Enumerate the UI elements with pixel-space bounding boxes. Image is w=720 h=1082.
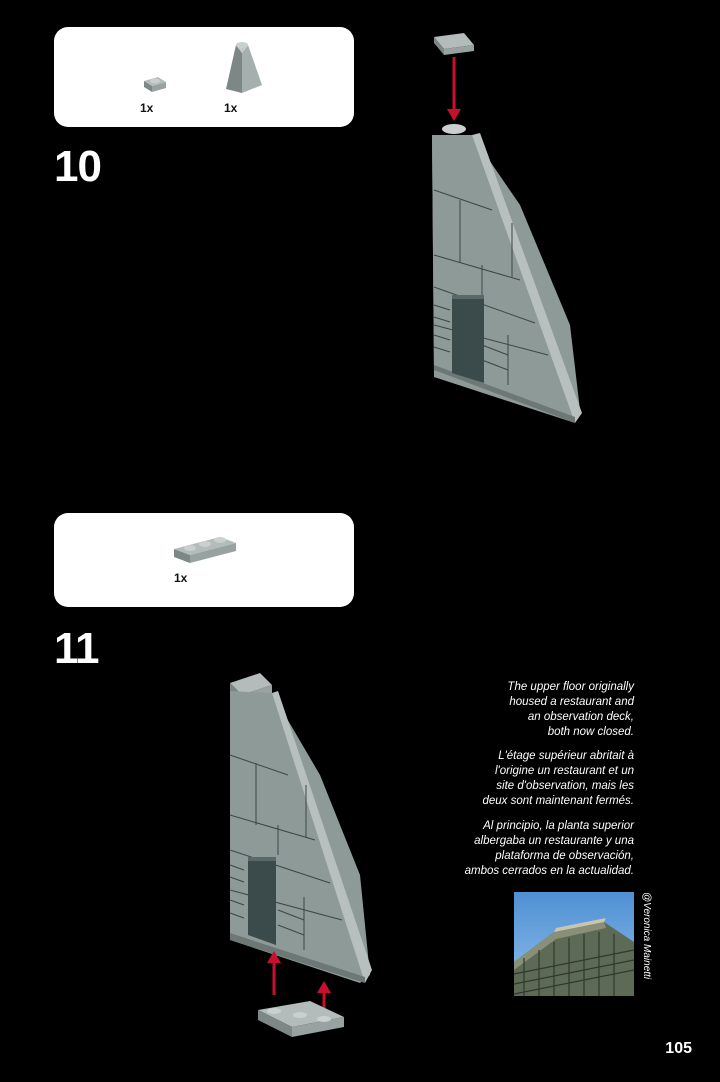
plate-1x1-icon	[140, 73, 170, 99]
note-french: L'étage supérieur abritait à l'origine un restaurant et un site d'observation, mais les deux sont maintenant fermés.	[482, 750, 634, 807]
step11-parts-box	[54, 513, 354, 607]
photo-credit	[640, 892, 654, 996]
slope-brick-icon	[218, 37, 268, 97]
photo-credit-text: @Veronica Mainetti	[641, 892, 652, 980]
note-english: The upper floor originally housed a restaurant and an observation deck, both now closed.	[507, 681, 634, 738]
step11-model-illustration	[220, 665, 390, 1050]
step10-part2-qty: 1x	[224, 101, 238, 115]
step-number: 10	[54, 142, 101, 191]
step10-part1-qty: 1x	[140, 101, 154, 115]
flatiron-building-photo	[514, 892, 634, 996]
plate-1x3-icon	[170, 531, 240, 571]
step11-part1-qty: 1x	[174, 571, 188, 585]
page-number: 105	[665, 1040, 692, 1057]
step10-parts-box	[54, 27, 354, 127]
step10-model-illustration	[420, 25, 600, 435]
step-number: 11	[54, 624, 99, 673]
note-spanish: Al principio, la planta superior albergaba un restaurante y una plataforma de observación, ambos cerrados en la actualidad.	[464, 820, 634, 877]
